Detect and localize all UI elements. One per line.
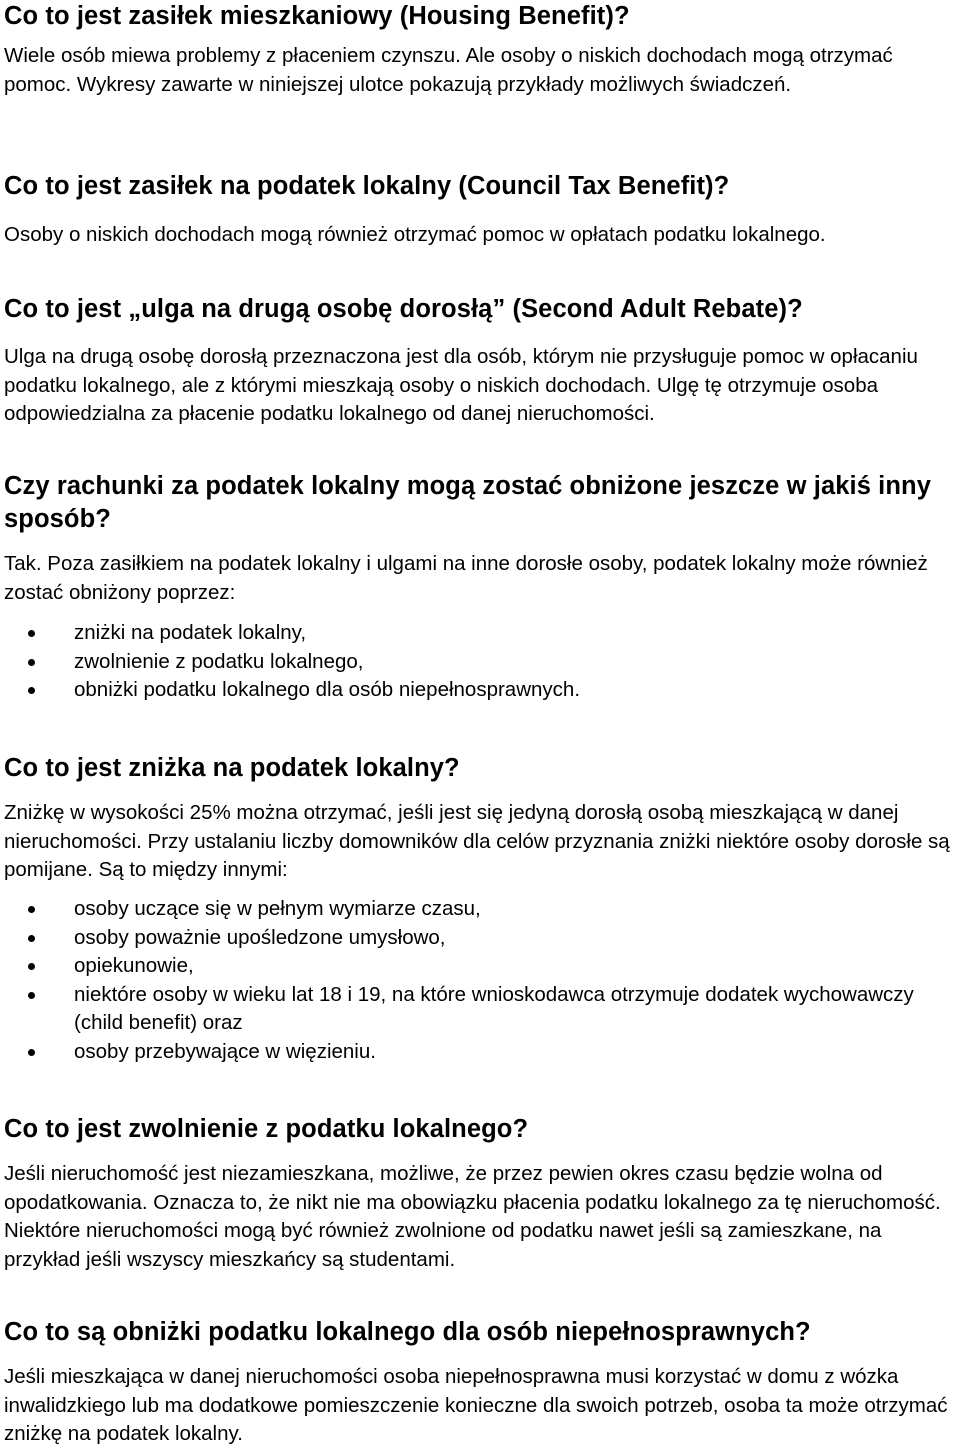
discount-heading: Co to jest zniżka na podatek lokalny? — [4, 754, 460, 782]
list-item: osoby uczące się w pełnym wymiarze czasu, — [4, 895, 944, 924]
second-adult-rebate-paragraph: Ulga na drugą osobę dorosłą przeznaczona jest dla osób, którym nie przysługuje pomoc w opłacaniu podatku lokalnego, ale z którymi mieszkają osoby o niskich dochodach. Ulgę tę otrzymuje osoba odpowiedzialna za płacenie podatku lokalnego od danej nieruchomości. — [4, 345, 918, 425]
council-tax-benefit-paragraph: Osoby o niskich dochodach mogą również otrzymać pomoc w opłatach podatku lokalnego. — [4, 223, 826, 246]
list-item: opiekunowie, — [4, 952, 944, 981]
exemption-paragraph: Jeśli nieruchomość jest niezamieszkana, możliwe, że przez pewien okres czasu będzie wolna od opodatkowania. Oznacza to, że nikt nie ma obowiązku płacenia podatku lokalnego za tę nieruchomość. Niektóre nieruchomości mogą być również zwolnione od podatku nawet jeśli są zamieszkane, na przykład jeśli wszyscy mieszkańcy są studentami. — [4, 1162, 941, 1271]
list-item: zniżki na podatek lokalny, — [4, 619, 944, 648]
discount-paragraph: Zniżkę w wysokości 25% można otrzymać, jeśli jest się jedyną dorosłą osobą mieszkającą w danej nieruchomości. Przy ustalaniu liczby domowników dla celów przyznania zniżki niektóre osoby dorosłe są pomijane. Są to między innymi: — [4, 801, 950, 881]
housing-benefit-paragraph: Wiele osób miewa problemy z płaceniem czynszu. Ale osoby o niskich dochodach mogą otrzymać pomoc. Wykresy zawarte w niniejszej ulotce pokazują przykłady możliwych świadczeń. — [4, 44, 893, 96]
list-item: osoby poważnie upośledzone umysłowo, — [4, 924, 944, 953]
list-item: niektóre osoby w wieku lat 18 i 19, na które wnioskodawca otrzymuje dodatek wychowawczy (child benefit) oraz — [4, 981, 944, 1038]
exemption-heading: Co to jest zwolnienie z podatku lokalnego? — [4, 1115, 529, 1143]
list-item: osoby przebywające w więzieniu. — [4, 1038, 944, 1067]
list-item: zwolnienie z podatku lokalnego, — [4, 648, 944, 677]
disability-reduction-heading: Co to są obniżki podatku lokalnego dla osób niepełnosprawnych? — [4, 1318, 811, 1346]
second-adult-rebate-heading: Co to jest „ulga na drugą osobę dorosłą” (Second Adult Rebate)? — [4, 295, 803, 323]
list-item: obniżki podatku lokalnego dla osób niepełnosprawnych. — [4, 676, 944, 705]
discount-list — [4, 895, 944, 1066]
other-reductions-paragraph: Tak. Poza zasiłkiem na podatek lokalny i ulgami na inne dorosłe osoby, podatek lokalny może również zostać obniżony poprzez: — [4, 552, 928, 604]
housing-benefit-heading: Co to jest zasiłek mieszkaniowy (Housing Benefit)? — [4, 2, 630, 30]
council-tax-benefit-heading: Co to jest zasiłek na podatek lokalny (Council Tax Benefit)? — [4, 172, 730, 200]
other-reductions-heading: Czy rachunki za podatek lokalny mogą zostać obniżone jeszcze w jakiś inny sposób? — [4, 472, 931, 533]
disability-reduction-paragraph: Jeśli mieszkająca w danej nieruchomości osoba niepełnosprawna musi korzystać w domu z wózka inwalidzkiego lub ma dodatkowe pomieszczenie konieczne dla swoich potrzeb, osoba ta może otrzymać zniżkę na podatek lokalny. — [4, 1365, 948, 1445]
other-reductions-list — [4, 619, 944, 705]
